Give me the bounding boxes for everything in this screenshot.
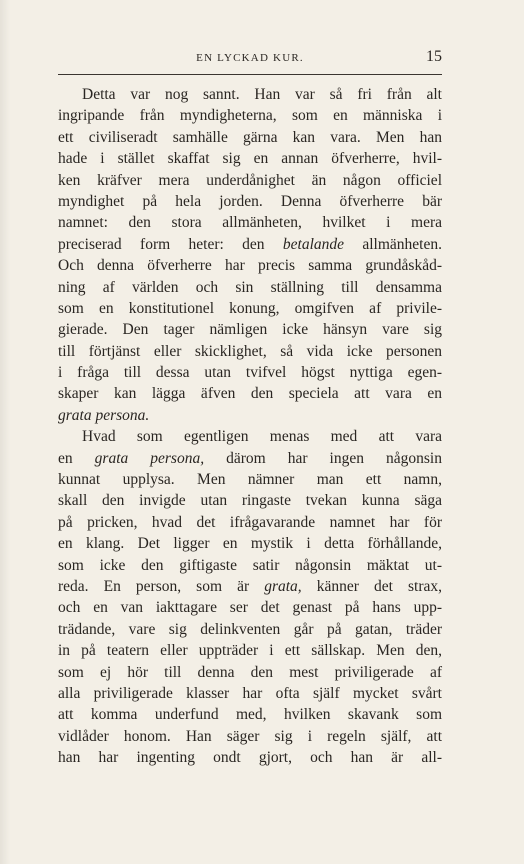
text-segment: till förtjänst eller skicklighet, så vida icke personen	[58, 342, 442, 360]
text-segment: en klang. Det ligger en mystik i detta förhållande,	[58, 535, 442, 553]
italic-text: grata,	[264, 577, 302, 595]
text-line	[58, 319, 442, 340]
header-rule	[58, 74, 442, 75]
text-segment: reda. En person, som är	[58, 577, 265, 595]
text-segment: han har ingenting ondt gjort, och han är all-	[58, 749, 442, 767]
text-line	[58, 341, 442, 362]
text-segment: in på teatern eller uppträder i ett sällskap. Men den,	[58, 642, 442, 660]
running-title: EN LYCKAD KUR.	[196, 52, 304, 64]
text-segment: och en van iakttagare ser det genast på hans upp-	[58, 599, 442, 617]
text-line	[58, 191, 442, 212]
text-line	[58, 362, 442, 383]
text-line	[58, 726, 442, 747]
text-line	[58, 148, 442, 169]
text-line	[58, 704, 442, 725]
text-line	[58, 426, 442, 447]
text-line	[58, 662, 442, 683]
text-line	[58, 298, 442, 319]
italic-text: grata persona.	[58, 406, 150, 424]
text-segment: ken kräfver mera underdånighet än någon officiel	[58, 171, 442, 189]
text-segment: trädande, vare sig delinkventen går på gatan, träder	[58, 620, 442, 638]
text-segment: namnet: den stora allmänheten, hvilket i mera	[58, 214, 442, 232]
text-segment: därom har ingen någonsin	[204, 449, 442, 467]
text-line	[58, 212, 442, 233]
text-segment: som icke den giftigaste satir någonsin mäktat ut-	[58, 556, 442, 574]
text-line	[58, 234, 442, 255]
text-segment: allmänheten.	[344, 235, 442, 253]
text-line	[58, 170, 442, 191]
text-line	[58, 448, 442, 469]
text-segment: skall den invigde utan ringaste tvekan kunna säga	[58, 492, 442, 510]
body-text	[58, 84, 442, 769]
text-segment: som ej hör till denna den mest priviligerade af	[58, 663, 442, 681]
text-line	[58, 255, 442, 276]
page-number: 15	[426, 48, 442, 65]
text-segment: vidlåder honom. Han säger sig i regeln själf, att	[58, 727, 442, 745]
text-segment: Detta var nog sannt. Han var så fri från alt	[82, 86, 442, 103]
text-line	[58, 555, 442, 576]
text-line	[58, 512, 442, 533]
text-segment: i fråga till dessa utan tvifvel högst nyttiga egen-	[58, 364, 442, 382]
text-segment: ingripande från myndigheterna, som en människa i	[58, 107, 442, 125]
text-line	[58, 640, 442, 661]
page-header	[58, 48, 442, 70]
text-segment: Hvad som egentligen menas med att vara	[82, 428, 442, 446]
text-line	[58, 405, 442, 426]
text-segment: en	[58, 449, 95, 467]
text-line	[58, 84, 442, 105]
text-line	[58, 683, 442, 704]
italic-text: grata persona,	[94, 449, 205, 467]
text-segment: Och denna öfverherre har precis samma grundåskåd-	[58, 257, 442, 275]
text-segment: alla priviligerade klasser har ofta själf mycket svårt	[58, 684, 442, 702]
text-line	[58, 105, 442, 126]
text-line	[58, 533, 442, 554]
text-segment: kunnat upplysa. Men nämner man ett namn,	[58, 471, 442, 489]
page-edge-shadow	[0, 0, 10, 864]
text-segment: ning af världen och sin ställning till densamma	[58, 278, 442, 296]
text-segment: hade i stället skaffat sig en annan öfverherre, hvil-	[58, 150, 442, 168]
text-segment: på pricken, hvad det ifrågavarande namnet har för	[58, 513, 442, 531]
text-segment: myndighet på hela jorden. Denna öfverherre bär	[58, 192, 442, 210]
text-line	[58, 619, 442, 640]
text-segment: preciserad form heter: den	[58, 235, 283, 253]
text-segment: ett civiliseradt samhälle gärna kan vara. Men han	[58, 128, 442, 146]
text-segment: som en konstitutionel konung, omgifven af privile-	[58, 299, 442, 317]
italic-text: betalande	[282, 235, 345, 253]
text-line	[58, 469, 442, 490]
text-segment: att komma underfund med, hvilken skavank som	[58, 706, 442, 724]
text-line	[58, 747, 442, 768]
text-line	[58, 127, 442, 148]
text-line	[58, 383, 442, 404]
text-line	[58, 277, 442, 298]
text-line	[58, 576, 442, 597]
text-segment: gierade. Den tager nämligen icke hänsyn vare sig	[58, 321, 442, 339]
text-segment: känner det strax,	[301, 577, 442, 595]
text-segment: skaper kan lägga äfven den speciela att vara en	[58, 385, 442, 403]
text-line	[58, 490, 442, 511]
text-line	[58, 597, 442, 618]
